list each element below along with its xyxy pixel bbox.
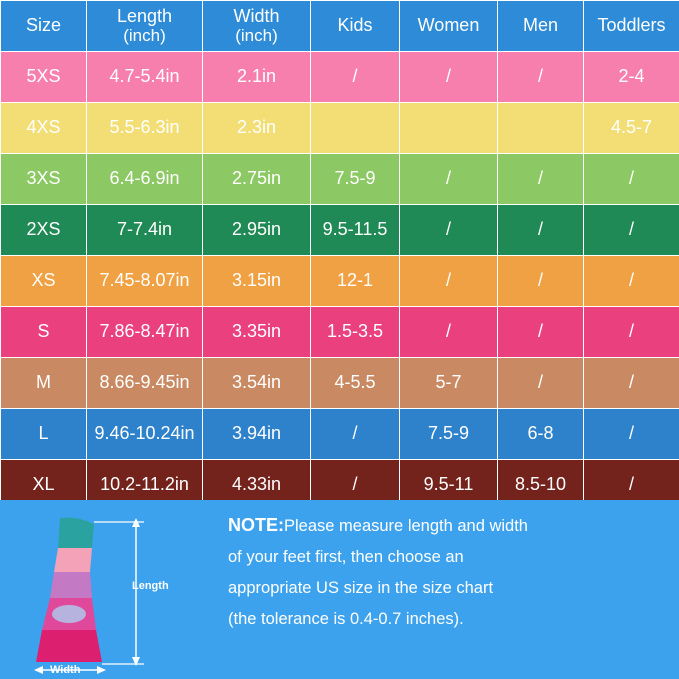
cell-men: /	[498, 256, 584, 307]
cell-women: /	[400, 205, 498, 256]
header-main: Width	[233, 5, 280, 26]
table-body	[1, 52, 679, 511]
cell-men: 8.5-10	[498, 460, 584, 511]
header-row	[1, 1, 679, 52]
cell-women: /	[400, 52, 498, 103]
cell-width: 2.75in	[203, 154, 311, 205]
cell-kids: 1.5-3.5	[311, 307, 400, 358]
cell-length: 9.46-10.24in	[87, 409, 203, 460]
cell-toddlers: /	[584, 409, 679, 460]
cell-width: 2.95in	[203, 205, 311, 256]
swim-fin-illustration	[24, 514, 214, 674]
table-header	[1, 1, 679, 52]
cell-width: 3.35in	[203, 307, 311, 358]
cell-toddlers: /	[584, 256, 679, 307]
cell-women: /	[400, 307, 498, 358]
width-label: Width	[50, 664, 81, 676]
cell-size: XS	[1, 256, 87, 307]
cell-toddlers: 2-4	[584, 52, 679, 103]
cell-men: /	[498, 154, 584, 205]
table-row	[1, 205, 679, 256]
cell-width: 2.3in	[203, 103, 311, 154]
header-main: Toddlers	[597, 15, 666, 36]
table-row	[1, 52, 679, 103]
table-row	[1, 358, 679, 409]
cell-men: /	[498, 358, 584, 409]
cell-women: 5-7	[400, 358, 498, 409]
header-main: Kids	[337, 15, 373, 36]
cell-kids: 9.5-11.5	[311, 205, 400, 256]
cell-length: 5.5-6.3in	[87, 103, 203, 154]
column-header-women	[400, 1, 498, 52]
cell-women: /	[400, 256, 498, 307]
table-row	[1, 307, 679, 358]
cell-width: 3.94in	[203, 409, 311, 460]
cell-length: 7.45-8.07in	[87, 256, 203, 307]
fin-section-purple	[50, 572, 92, 598]
note-line-2: of your feet first, then choose an	[228, 548, 464, 566]
note-line-4: (the tolerance is 0.4-0.7 inches).	[228, 610, 464, 628]
table-row	[1, 103, 679, 154]
cell-men: /	[498, 307, 584, 358]
cell-width: 3.54in	[203, 358, 311, 409]
header-sub: (inch)	[123, 25, 166, 45]
cell-toddlers: /	[584, 307, 679, 358]
cell-toddlers: /	[584, 154, 679, 205]
cell-length: 7.86-8.47in	[87, 307, 203, 358]
cell-kids: /	[311, 409, 400, 460]
cell-kids	[311, 103, 400, 154]
cell-women: /	[400, 154, 498, 205]
note-line-1-text: Please measure length and width	[284, 517, 528, 535]
note-label: NOTE:	[228, 515, 284, 535]
fin-diagram-svg	[24, 514, 214, 674]
cell-kids: /	[311, 460, 400, 511]
cell-width: 3.15in	[203, 256, 311, 307]
cell-length: 8.66-9.45in	[87, 358, 203, 409]
fin-strap-opening	[52, 605, 86, 623]
cell-toddlers: /	[584, 460, 679, 511]
column-header-length	[87, 1, 203, 52]
length-arrow-bottom	[132, 657, 140, 666]
cell-size: 4XS	[1, 103, 87, 154]
header-sub: (inch)	[235, 25, 278, 45]
cell-women: 9.5-11	[400, 460, 498, 511]
cell-length: 6.4-6.9in	[87, 154, 203, 205]
cell-length: 7-7.4in	[87, 205, 203, 256]
header-main: Women	[417, 15, 480, 36]
cell-size: 2XS	[1, 205, 87, 256]
fin-section-pink-light	[54, 548, 92, 572]
column-header-toddlers	[584, 1, 679, 52]
cell-women: 7.5-9	[400, 409, 498, 460]
fin-blade	[58, 518, 94, 548]
width-arrow-right	[97, 666, 106, 674]
cell-women	[400, 103, 498, 154]
cell-length: 10.2-11.2in	[87, 460, 203, 511]
column-header-kids	[311, 1, 400, 52]
note-panel	[0, 500, 679, 679]
cell-width: 4.33in	[203, 460, 311, 511]
header-main: Size	[25, 15, 61, 36]
cell-size: 5XS	[1, 52, 87, 103]
cell-length: 4.7-5.4in	[87, 52, 203, 103]
table-row	[1, 409, 679, 460]
note-line-1	[228, 510, 668, 542]
note-line-3: appropriate US size in the size chart	[228, 579, 494, 597]
note-text	[228, 510, 668, 635]
cell-men: 6-8	[498, 409, 584, 460]
cell-size: L	[1, 409, 87, 460]
header-main: Length	[116, 5, 173, 26]
length-label: Length	[132, 580, 169, 592]
cell-toddlers: /	[584, 205, 679, 256]
cell-size: M	[1, 358, 87, 409]
cell-kids: 4-5.5	[311, 358, 400, 409]
cell-size: S	[1, 307, 87, 358]
cell-men: /	[498, 205, 584, 256]
table-row	[1, 154, 679, 205]
cell-men: /	[498, 52, 584, 103]
cell-men	[498, 103, 584, 154]
header-main: Men	[522, 15, 558, 36]
cell-kids: 7.5-9	[311, 154, 400, 205]
cell-size: 3XS	[1, 154, 87, 205]
width-arrow-left	[34, 666, 43, 674]
column-header-size	[1, 1, 87, 52]
cell-toddlers: /	[584, 358, 679, 409]
column-header-width	[203, 1, 311, 52]
column-header-men	[498, 1, 584, 52]
cell-size: XL	[1, 460, 87, 511]
fin-foot-pocket	[36, 630, 102, 662]
cell-kids: 12-1	[311, 256, 400, 307]
cell-width: 2.1in	[203, 52, 311, 103]
table-row	[1, 256, 679, 307]
cell-toddlers: 4.5-7	[584, 103, 679, 154]
cell-kids: /	[311, 52, 400, 103]
